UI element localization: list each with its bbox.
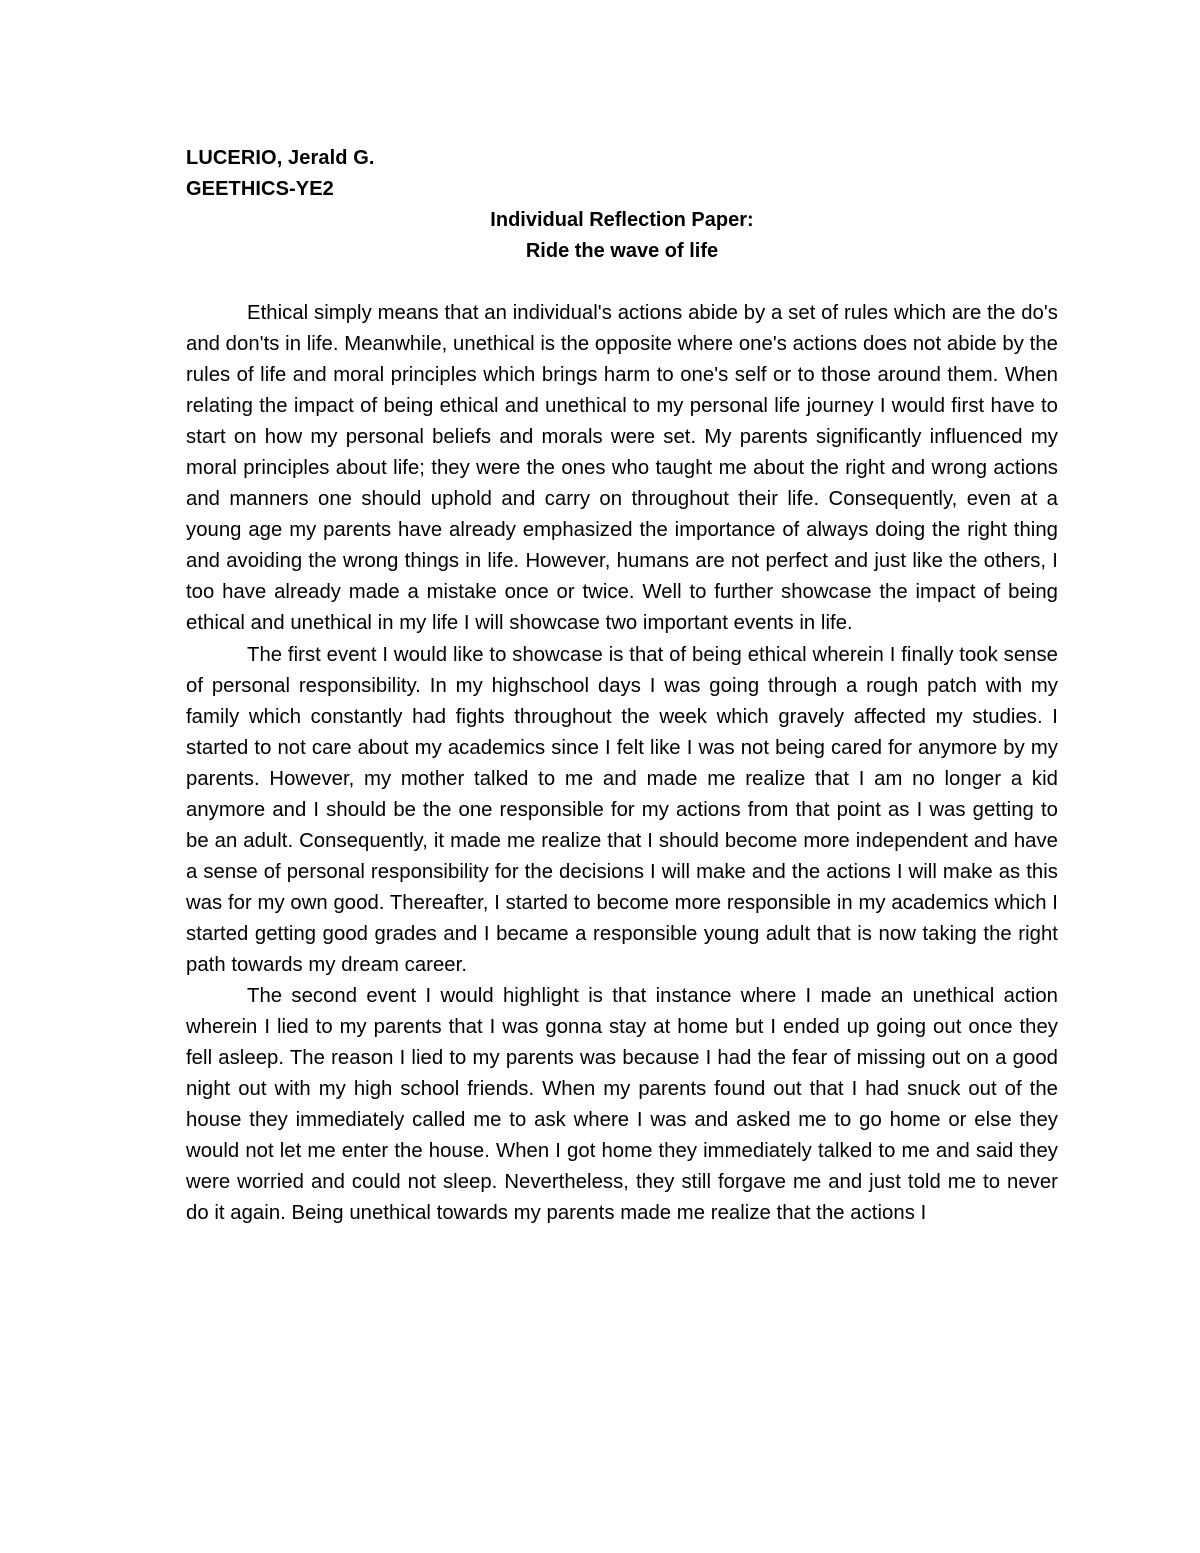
paper-title bbox=[186, 205, 1058, 267]
title-line-1: Individual Reflection Paper: bbox=[490, 209, 754, 231]
paragraph-2: The first event I would like to showcase is that of being ethical wherein I finally took sense of personal responsibility. In my highschool days I was going through a rough patch with my family which constantly had fights throughout the week which gravely affected my studies. I started to not care about my academics since I felt like I was not being cared for anymore by my parents. However, my mother talked to me and made me realize that I am no longer a kid anymore and I should be the one responsible for my actions from that point as I was getting to be an adult. Consequently, it made me realize that I should become more independent and have a sense of personal responsibility for the decisions I will make and the actions I will make as this was for my own good. Thereafter, I started to become more responsible in my academics which I started getting good grades and I became a responsible young adult that is now taking the right path towards my dream career. bbox=[186, 643, 1058, 976]
paragraph-3: The second event I would highlight is that instance where I made an unethical action wherein I lied to my parents that I was gonna stay at home but I ended up going out once they fell asleep. The reason I lied to my parents was because I had the fear of missing out on a good night out with my high school friends. When my parents found out that I had snuck out of the house they immediately called me to ask where I was and asked me to go home or else they would not let me enter the house. When I got home they immediately talked to me and said they were worried and could not sleep. Nevertheless, they still forgave me and just told me to never do it again. Being unethical towards my parents made me realize that the actions I bbox=[186, 985, 1058, 1225]
course-code: GEETHICS-YE2 bbox=[186, 178, 334, 200]
title-line-2: Ride the wave of life bbox=[525, 240, 719, 262]
author-name: LUCERIO, Jerald G. bbox=[186, 147, 375, 169]
paragraph-1: Ethical simply means that an individual's actions abide by a set of rules which are the do's and don'ts in life. Meanwhile, unethical is the opposite where one's actions does not abide by the rules of life and moral principles which brings harm to one's self or to those around them. When relating the impact of being ethical and unethical to my personal life journey I would first have to start on how my personal beliefs and morals were set. My parents significantly influenced my moral principles about life; they were the ones who taught me about the right and wrong actions and manners one should uphold and carry on throughout their life. Consequently, even at a young age my parents have already emphasized the importance of always doing the right thing and avoiding the wrong things in life. However, humans are not perfect and just like the others, I too have already made a mistake once or twice. Well to further showcase the impact of being ethical and unethical in my life I will showcase two important events in life. bbox=[186, 302, 1058, 635]
document-content bbox=[186, 143, 1058, 1229]
body-text bbox=[186, 298, 1058, 1229]
